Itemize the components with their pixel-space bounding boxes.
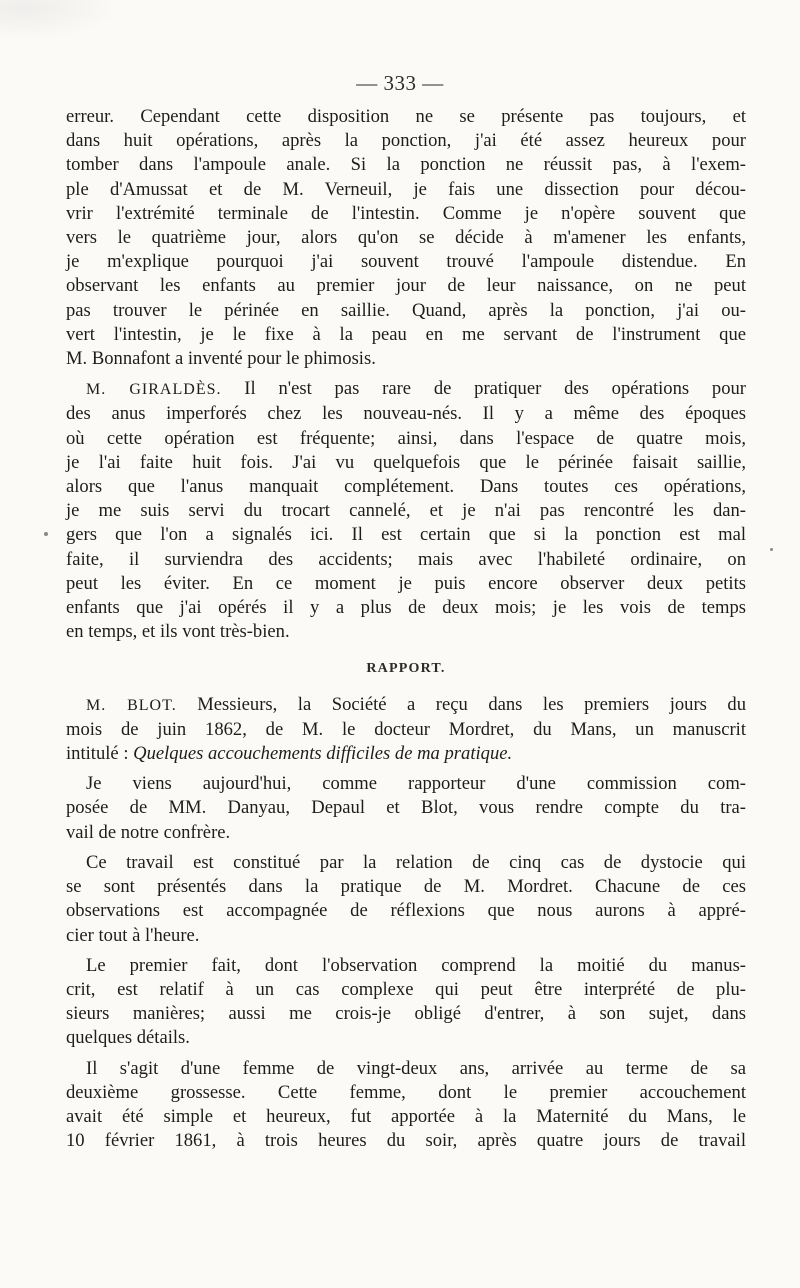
text-line: dans huit opérations, après la ponction, j'ai été assez heureux pour (66, 130, 746, 152)
page-smudge (0, 0, 120, 40)
text-line: posée de MM. Danyau, Depaul et Blot, vous rendre compte du tra- (66, 797, 746, 819)
text-line: vers le quatrième jour, alors qu'on se décide à m'amener les enfants, (66, 227, 746, 249)
text-fragment: intitulé : (66, 743, 134, 765)
text-line: pas trouver le périnée en saillie. Quand, après la ponction, j'ai ou- (66, 299, 746, 321)
text-line: je l'ai faite huit fois. J'ai vu quelquefois que le périnée faisait saillie, (66, 451, 746, 473)
text-line: sieurs manières; aussi me crois-je obligé d'entrer, à son sujet, dans (66, 1003, 746, 1025)
text-line: observant les enfants au premier jour de leur naissance, on ne peut (66, 275, 746, 297)
paragraph-continuation (66, 105, 746, 371)
paragraph (66, 772, 746, 845)
text-line: se sont présentés dans la pratique de M. Mordret. Chacune de ces (66, 876, 746, 898)
text-line (66, 377, 746, 402)
text-line: 10 février 1861, à trois heures du soir, après quatre jours de travail (66, 1130, 746, 1152)
text-line: Il s'agit d'une femme de vingt-deux ans, arrivée au terme de sa (86, 1057, 746, 1079)
paragraph (66, 851, 746, 948)
text-line: quelques détails. (66, 1027, 190, 1049)
text-line: alors que l'anus manquait complétement. Dans toutes ces opérations, (66, 476, 746, 498)
text-line: Le premier fait, dont l'observation comprend la moitié du manus- (86, 954, 746, 976)
text-line: où cette opération est fréquente; ainsi, dans l'espace de quatre mois, (66, 427, 746, 449)
text-line: M. Bonnafont a inventé pour le phimosis. (66, 348, 376, 370)
paragraph (66, 1057, 746, 1154)
paragraph (66, 954, 746, 1051)
text-line: observations est accompagnée de réflexions que nous aurons à appré- (66, 900, 746, 922)
ink-speck (44, 532, 48, 536)
speaker-name: M. GIRALDÈS. (86, 381, 222, 399)
speaker-name: M. BLOT. (86, 696, 177, 714)
text-line: avait été simple et heureux, fut apportée à la Maternité du Mans, le (66, 1105, 746, 1127)
paragraph-giraldes (66, 377, 746, 644)
page-number: — 333 — (356, 71, 444, 95)
text-line: je me suis servi du trocart cannelé, et je n'ai pas rencontré les dan- (66, 500, 746, 522)
text-line: tomber dans l'ampoule anale. Si la ponction ne réussit pas, à l'exem- (66, 154, 746, 176)
ink-speck (770, 548, 773, 551)
text-line (66, 693, 746, 718)
manuscript-title: Quelques accouchements difficiles de ma pratique. (133, 743, 513, 765)
text-line: crit, est relatif à un cas complexe qui peut être interprété de plu- (66, 978, 746, 1000)
text-body (66, 105, 746, 1153)
text-line: peut les éviter. En ce moment je puis encore observer deux petits (66, 572, 746, 594)
text-line: Ce travail est constitué par la relation de cinq cas de dystocie qui (86, 851, 746, 873)
text-line: vert l'intestin, je le fixe à la peau en me servant de l'instrument que (66, 323, 746, 345)
text-line: faite, il surviendra des accidents; mais avec l'habileté ordinaire, on (66, 548, 746, 570)
text-line (66, 742, 746, 766)
text-line: je m'explique pourquoi j'ai souvent trouvé l'ampoule distendue. En (66, 251, 746, 273)
text-line: erreur. Cependant cette disposition ne se présente pas toujours, et (66, 106, 746, 127)
paragraph-blot (66, 693, 746, 767)
text-line: vrir l'extrémité terminale de l'intestin. Comme je n'opère souvent que (66, 202, 746, 224)
text-line: cier tout à l'heure. (66, 924, 200, 946)
text-line: ple d'Amussat et de M. Verneuil, je fais une dissection pour décou- (66, 178, 746, 200)
section-heading: RAPPORT. (366, 661, 446, 677)
text-line: gers que l'on a signalés ici. Il est certain que si la ponction est mal (66, 524, 746, 546)
text-line: deuxième grossesse. Cette femme, dont le premier accouchement (66, 1081, 746, 1103)
text-line: en temps, et ils vont très-bien. (66, 621, 290, 643)
text-line: des anus imperforés chez les nouveau-nés. Il y a même des époques (66, 403, 746, 425)
text-line: enfants que j'ai opérés il y a plus de deux mois; je les vois de temps (66, 597, 746, 619)
text-line: vail de notre confrère. (66, 821, 231, 843)
text-line: mois de juin 1862, de M. le docteur Mordret, du Mans, un manuscrit (66, 718, 746, 740)
text-line: Je viens aujourd'hui, comme rapporteur d'une commission com- (86, 773, 746, 795)
text-fragment: Messieurs, la Société a reçu dans les premiers jours du (176, 693, 747, 715)
text-fragment: Il n'est pas rare de pratiquer des opérations pour (221, 378, 747, 400)
